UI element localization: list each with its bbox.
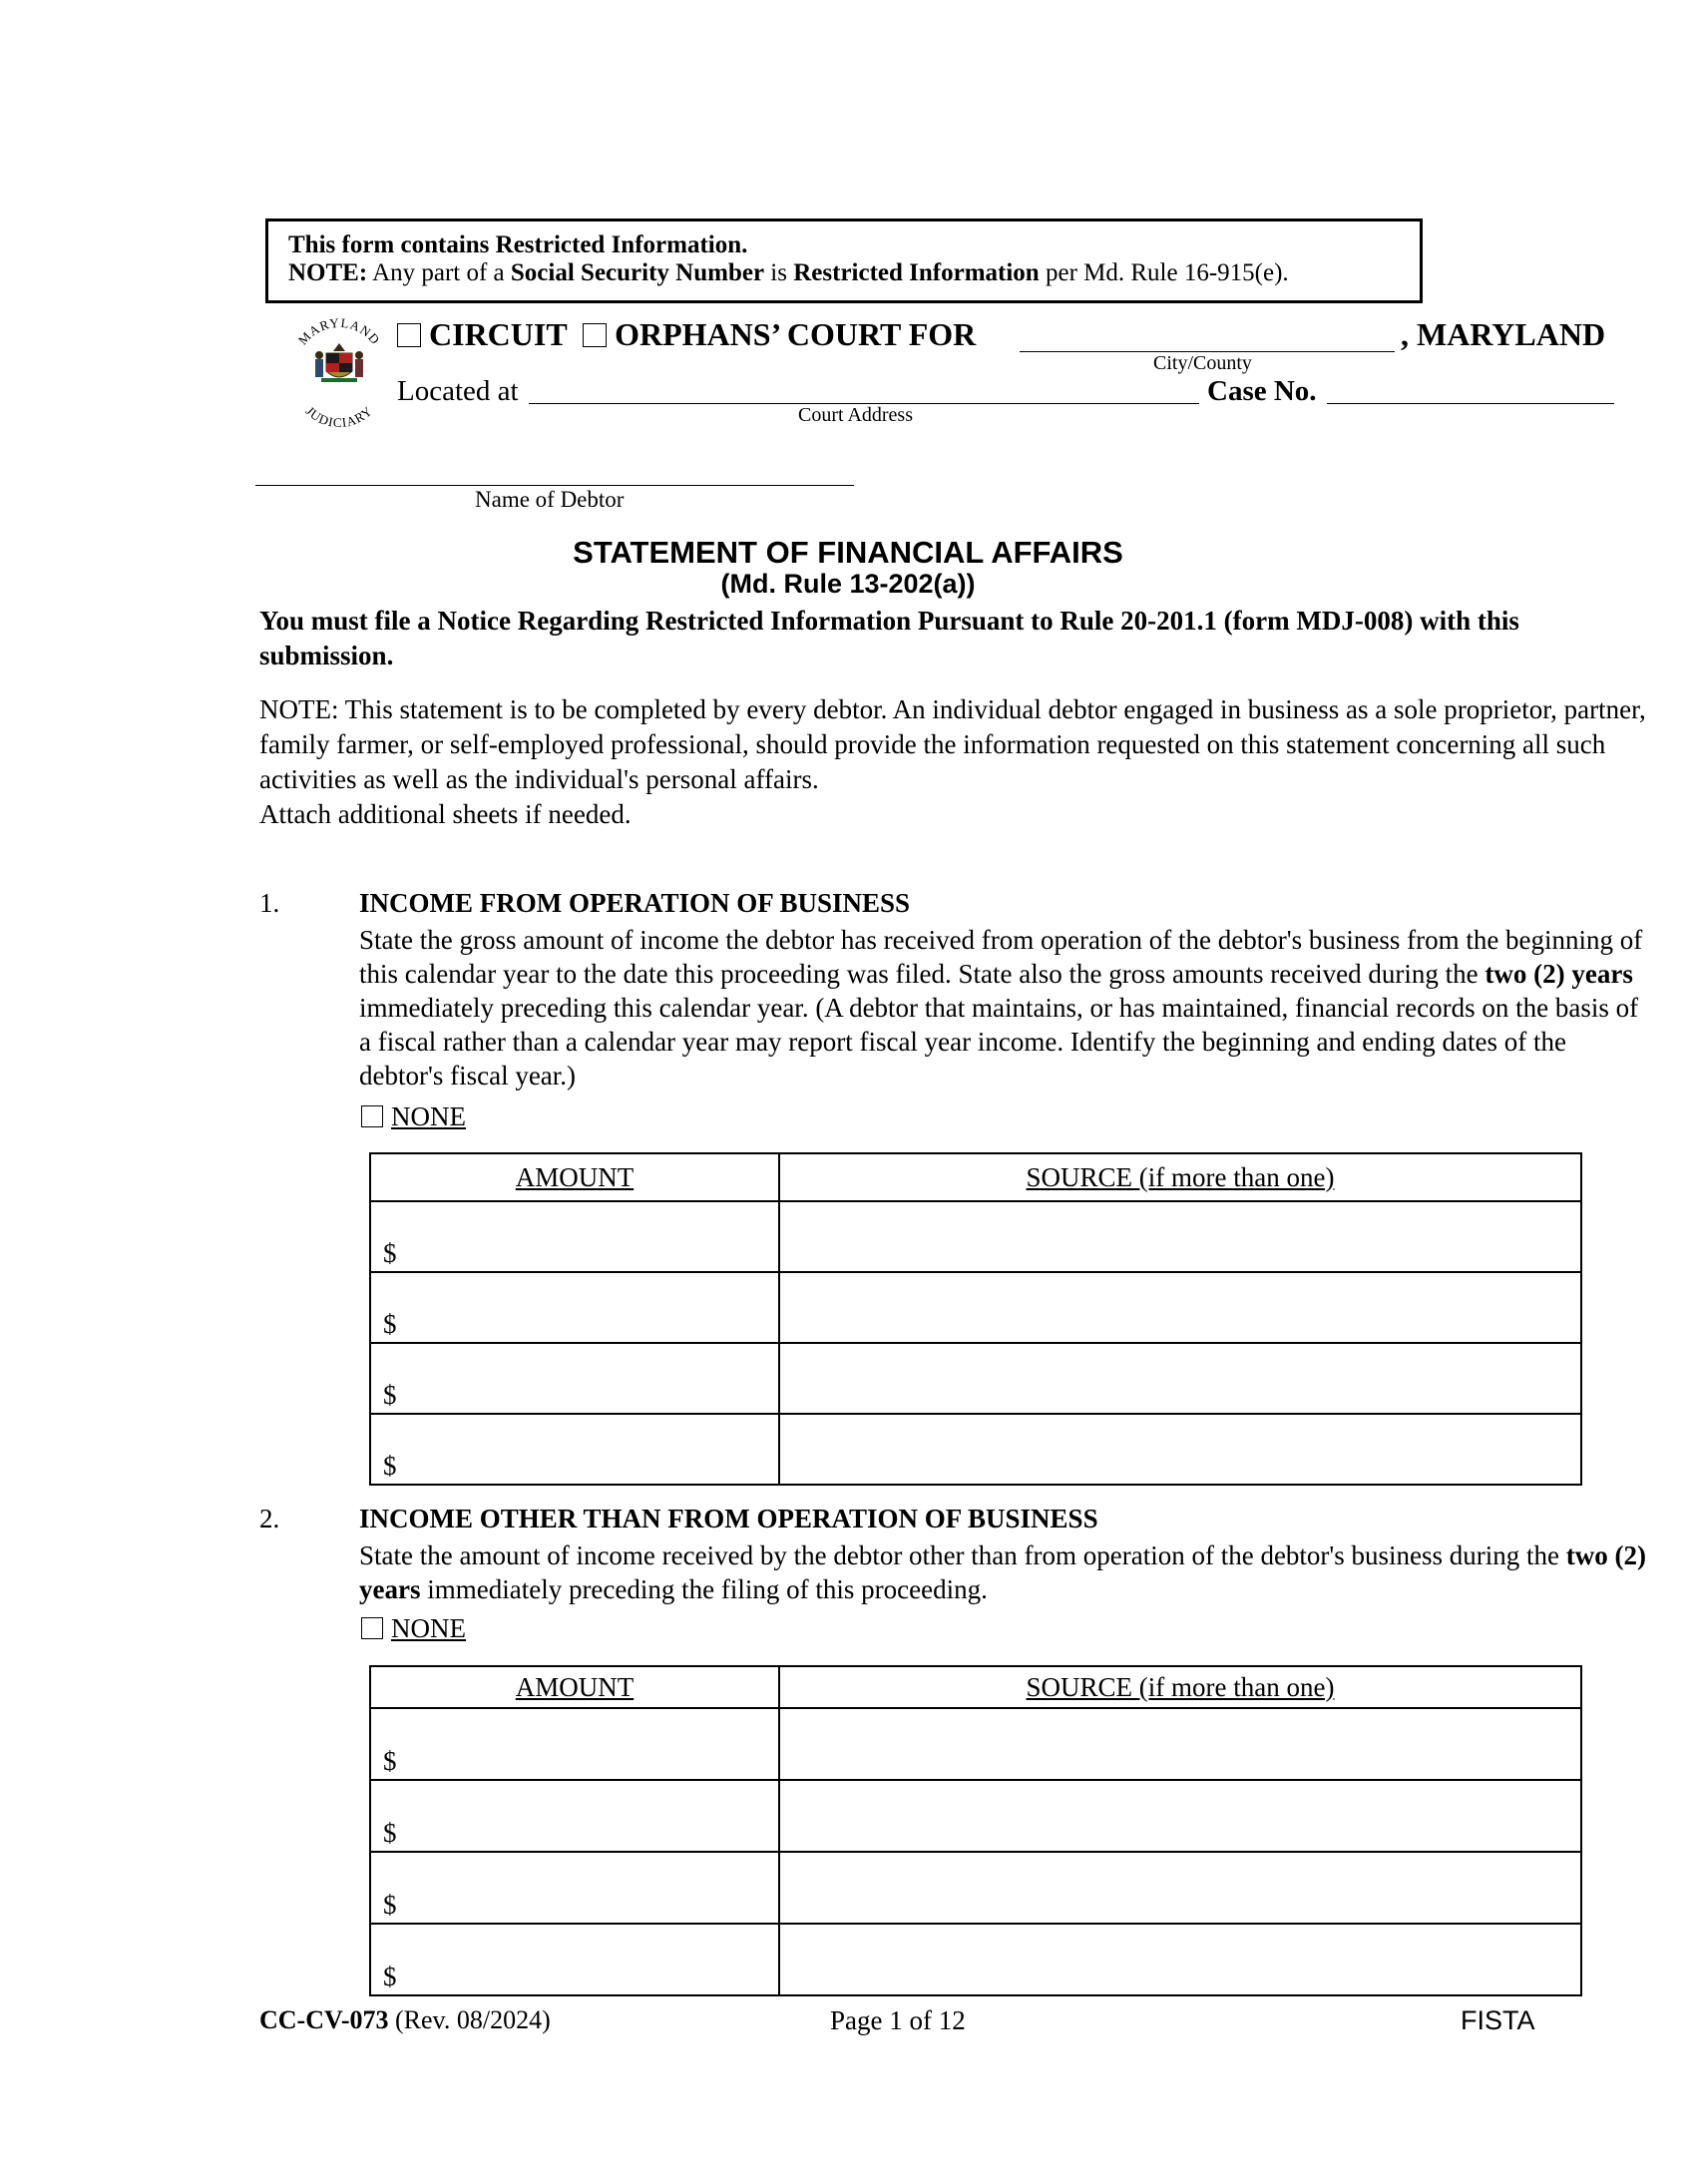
section-1-amount-cell[interactable]: $ bbox=[370, 1343, 779, 1414]
section-1-amount-cell[interactable]: $ bbox=[370, 1414, 779, 1485]
circuit-checkbox[interactable] bbox=[397, 323, 421, 347]
section-2-none-checkbox[interactable] bbox=[361, 1617, 383, 1639]
restricted-note-is: is bbox=[770, 259, 787, 286]
section-2-amount-cell[interactable]: $ bbox=[370, 1852, 779, 1924]
section-1-source-cell[interactable] bbox=[779, 1201, 1581, 1272]
court-address-label: Court Address bbox=[798, 404, 913, 426]
section-2-source-cell[interactable] bbox=[779, 1924, 1581, 1995]
section-1-body bbox=[359, 923, 1656, 1092]
restricted-note-ri: Restricted Information bbox=[793, 259, 1040, 286]
section-1-none-label: NONE bbox=[391, 1101, 466, 1131]
section-1-body-a: State the gross amount of income the debtor has received from operation of the debtor's business from the beginning of this calendar year to the date this proceeding was filed. State also the gross amounts received during the bbox=[359, 925, 1643, 989]
section-2-amount-cell[interactable]: $ bbox=[370, 1780, 779, 1852]
section-2-none-option[interactable] bbox=[361, 1611, 466, 1645]
section-2-source-cell[interactable] bbox=[779, 1852, 1581, 1924]
section-1-heading: INCOME FROM OPERATION OF BUSINESS bbox=[359, 888, 911, 918]
section-1-source-header: SOURCE (if more than one) bbox=[779, 1153, 1581, 1201]
svg-text:JUDICIARY bbox=[303, 403, 376, 430]
case-no-label: Case No. bbox=[1207, 375, 1317, 407]
footer-page-number: Page 1 of 12 bbox=[830, 2005, 966, 2035]
svg-text:MARYLAND bbox=[295, 315, 383, 348]
section-1-number: 1. bbox=[259, 888, 280, 918]
section-2-body-b: immediately preceding the filing of this proceeding. bbox=[427, 1574, 988, 1604]
circuit-label: CIRCUIT bbox=[429, 316, 568, 352]
restricted-info-box bbox=[265, 218, 1423, 303]
section-2-table bbox=[369, 1665, 1582, 1996]
section-2-amount-cell[interactable]: $ bbox=[370, 1924, 779, 1995]
section-1-source-cell[interactable] bbox=[779, 1343, 1581, 1414]
section-1-amount-cell[interactable]: $ bbox=[370, 1201, 779, 1272]
restricted-line1: This form contains Restricted Information. bbox=[288, 231, 748, 258]
section-2-source-cell[interactable] bbox=[779, 1708, 1581, 1780]
section-2-body-a: State the amount of income received by the debtor other than from operation of the debtor's business during the bbox=[359, 1540, 1560, 1570]
state-label: , MARYLAND bbox=[1401, 316, 1606, 352]
section-2-heading: INCOME OTHER THAN FROM OPERATION OF BUSINESS bbox=[359, 1504, 1098, 1533]
note-label: NOTE: bbox=[259, 694, 339, 724]
debtor-name-label: Name of Debtor bbox=[475, 487, 625, 512]
section-2-amount-header: AMOUNT bbox=[370, 1666, 779, 1708]
section-1-amount-cell[interactable]: $ bbox=[370, 1272, 779, 1343]
section-2-number: 2. bbox=[259, 1504, 280, 1533]
instructions-note bbox=[259, 692, 1656, 832]
city-county-label: City/County bbox=[1153, 352, 1252, 374]
restricted-note-ssn: Social Security Number bbox=[510, 259, 765, 286]
debtor-name-field[interactable] bbox=[255, 485, 854, 486]
footer-form-id bbox=[259, 2005, 551, 2035]
footer-form-code: CC-CV-073 bbox=[259, 2005, 389, 2034]
section-1-body-bold: two (2) years bbox=[1484, 959, 1633, 989]
section-2-none-label: NONE bbox=[391, 1613, 466, 1643]
located-at-label: Located at bbox=[397, 375, 519, 407]
maryland-judiciary-seal bbox=[279, 311, 399, 431]
restricted-notice: You must file a Notice Regarding Restricted Information Pursuant to Rule 20-201.1 (form MDJ-008) with this submission. bbox=[259, 606, 1519, 670]
footer-form-code-short: FISTA bbox=[1461, 2005, 1535, 2035]
section-2-amount-cell[interactable]: $ bbox=[370, 1708, 779, 1780]
court-type-options bbox=[397, 316, 976, 353]
section-1-table bbox=[369, 1152, 1582, 1486]
restricted-note-a: Any part of a bbox=[372, 259, 505, 286]
section-1-source-cell[interactable] bbox=[779, 1414, 1581, 1485]
page-subtitle: (Md. Rule 13-202(a)) bbox=[720, 569, 976, 599]
section-2-body bbox=[359, 1538, 1656, 1606]
section-1-amount-header: AMOUNT bbox=[370, 1153, 779, 1201]
footer-revision: (Rev. 08/2024) bbox=[395, 2005, 551, 2034]
orphans-court-checkbox[interactable] bbox=[583, 323, 607, 347]
seal-top-text: MARYLAND bbox=[294, 314, 384, 348]
seal-bottom-text: JUDICIARY bbox=[302, 403, 376, 431]
note-attach: Attach additional sheets if needed. bbox=[259, 799, 632, 829]
section-2-source-cell[interactable] bbox=[779, 1780, 1581, 1852]
section-1-none-option[interactable] bbox=[361, 1099, 466, 1133]
note-text: This statement is to be completed by every debtor. An individual debtor engaged in business as a sole proprietor, partner, family farmer, or self-employed professional, should provide the information requested on this statement concerning all such activities as well as the individual's personal affairs. bbox=[259, 694, 1646, 794]
section-1-source-cell[interactable] bbox=[779, 1272, 1581, 1343]
case-no-field[interactable] bbox=[1327, 403, 1614, 404]
section-2-body-bold: two (2) years bbox=[359, 1540, 1647, 1604]
restricted-note-label: NOTE: bbox=[288, 259, 368, 286]
page-title: STATEMENT OF FINANCIAL AFFAIRS bbox=[573, 535, 1123, 570]
orphans-court-label: ORPHANS’ COURT FOR bbox=[615, 316, 977, 352]
section-2-source-header: SOURCE (if more than one) bbox=[779, 1666, 1581, 1708]
section-1-body-b: immediately preceding this calendar year. (A debtor that maintains, or has maintained, financial records on the basis of a fiscal rather than a calendar year may report fiscal year income. Identify the beginning and ending dates of the debtor's fiscal year.) bbox=[359, 993, 1639, 1091]
section-1-none-checkbox[interactable] bbox=[361, 1105, 383, 1127]
restricted-note-rule: per Md. Rule 16-915(e). bbox=[1045, 259, 1289, 286]
